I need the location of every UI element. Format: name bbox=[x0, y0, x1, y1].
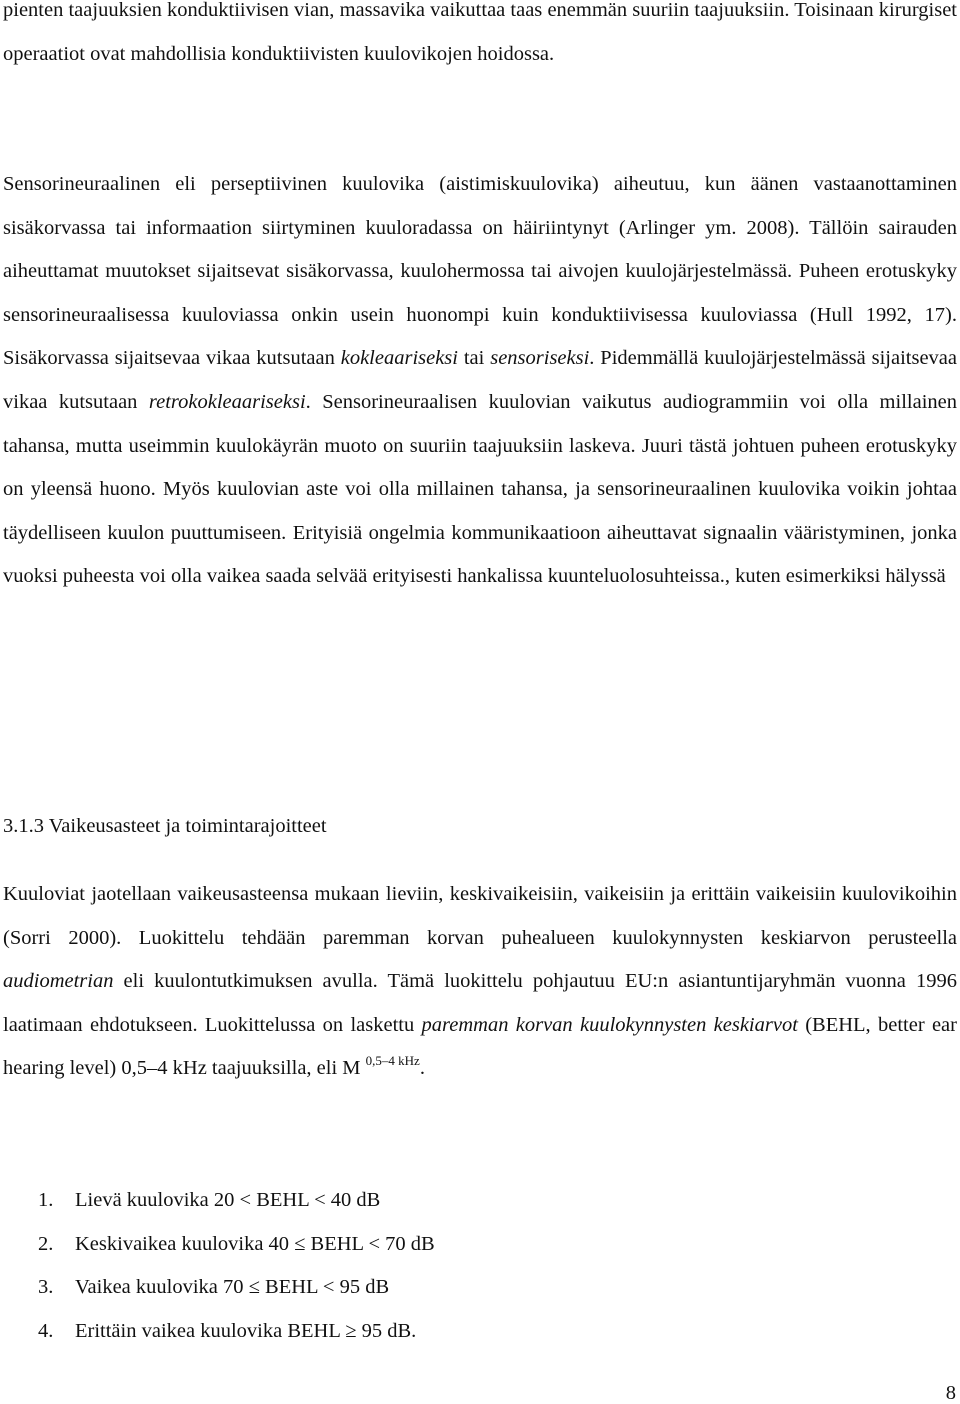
term-audiometrian: audiometrian bbox=[3, 970, 114, 993]
text-run: (BEHL, better ear hearing level) 0,5–4 kHz taajuuksilla, eli M bbox=[3, 1013, 957, 1080]
section-heading: 3.1.3 Vaikeusasteet ja toimintarajoitteet bbox=[3, 815, 327, 837]
text-run: eli kuulontutkimuksen avulla. Tämä luokittelu pohjautuu EU:n asiantuntijaryhmän vuonna 1996 laatimaan ehdotukseen. Luokittelussa on laskettu bbox=[3, 970, 957, 1036]
list-item bbox=[3, 1179, 435, 1223]
list-text: Erittäin vaikea kuulovika BEHL ≥ 95 dB. bbox=[75, 1319, 417, 1342]
text-run: . Pidemmällä kuulojärjestelmässä sijaitsevaa vikaa kutsutaan bbox=[3, 347, 958, 413]
list-number: 3. bbox=[38, 1276, 54, 1299]
paragraph-conductive-continuation: pienten taajuuksien konduktiivisen vian, massavika vaikuttaa taas enemmän suuriin taajuuksiin. Toisinaan kirurgiset operaatiot ovat mahdollisia konduktiivisten kuulovikojen hoidossa. bbox=[3, 0, 957, 65]
list-number: 1. bbox=[38, 1189, 54, 1211]
text-run: Sensorineuraalinen eli perseptiivinen kuulovika (aistimiskuulovika) aiheutuu, kun äänen vastaanottaminen sisäkorvassa tai informaation siirtyminen kuuloradassa on häiriintynyt (Arlinger ym. 2008). Tällöin sairauden aiheuttamat muutokset sijaitsevat sisäkorvassa, kuulohermossa tai aivojen kuulojärjestelmässä. Puheen erotuskyky sensorineuraalisessa kuuloviassa onkin usein huonompi kuin konduktiivisessa kuuloviassa (Hull 1992, 17). Sisäkorvassa sijaitsevaa vikaa kutsutaan bbox=[3, 173, 957, 370]
term-paremman-korvan: paremman korvan kuulokynnysten keskiarvot bbox=[421, 1013, 798, 1036]
subscript-frequency-range: 0,5–4 kHz bbox=[365, 1053, 420, 1069]
severity-list bbox=[3, 1179, 435, 1353]
term-sensoriseksi: sensoriseksi bbox=[490, 347, 590, 370]
term-kokleaariseksi: kokleaariseksi bbox=[340, 347, 458, 370]
text-run: . Sensorineuraalisen kuulovian vaikutus audiogrammiin voi olla millainen tahansa, mutta useimmin kuulokäyrän muoto on suuriin taajuuksiin laskeva. Juuri tästä johtuen puheen erotuskyky on yleensä huono. Myös kuulovian aste voi olla millainen tahansa, ja sensorineuraalinen kuulovika voikin johtaa täydelliseen kuulon puuttumiseen. Erityisiä ongelmia kommunikaatioon aiheuttavat signaalin vääristyminen, jonka vuoksi puheesta voi olla vaikea saada selvää erityisesti hankalissa kuunteluolosuhteissa., kuten esimerkiksi hälyssä bbox=[3, 390, 957, 588]
text-run: . bbox=[419, 1057, 425, 1080]
list-text: Keskivaikea kuulovika 40 ≤ BEHL < 70 dB bbox=[75, 1232, 435, 1255]
list-number: 2. bbox=[38, 1232, 54, 1255]
list-number: 4. bbox=[38, 1319, 54, 1342]
paragraph-sensorineural bbox=[3, 163, 957, 599]
list-text: Lievä kuulovika 20 < BEHL < 40 dB bbox=[75, 1189, 381, 1211]
text-run: tai bbox=[457, 347, 491, 370]
text-run: Kuuloviat jaotellaan vaikeusasteensa mukaan lieviin, keskivaikeisiin, vaikeisiin ja erittäin vaikeisiin kuulovikoihin (Sorri 2000). Luokittelu tehdään paremman korvan puhealueen kuulokynnysten keskiarvon perusteella bbox=[3, 883, 957, 949]
list-item bbox=[3, 1266, 435, 1310]
list-item bbox=[3, 1223, 435, 1267]
list-item bbox=[3, 1310, 435, 1354]
term-retrokokleaariseksi: retrokokleaariseksi bbox=[148, 390, 306, 413]
list-text: Vaikea kuulovika 70 ≤ BEHL < 95 dB bbox=[75, 1276, 390, 1299]
page-number: 8 bbox=[945, 1382, 956, 1404]
paragraph-severity-classification bbox=[3, 873, 957, 1091]
